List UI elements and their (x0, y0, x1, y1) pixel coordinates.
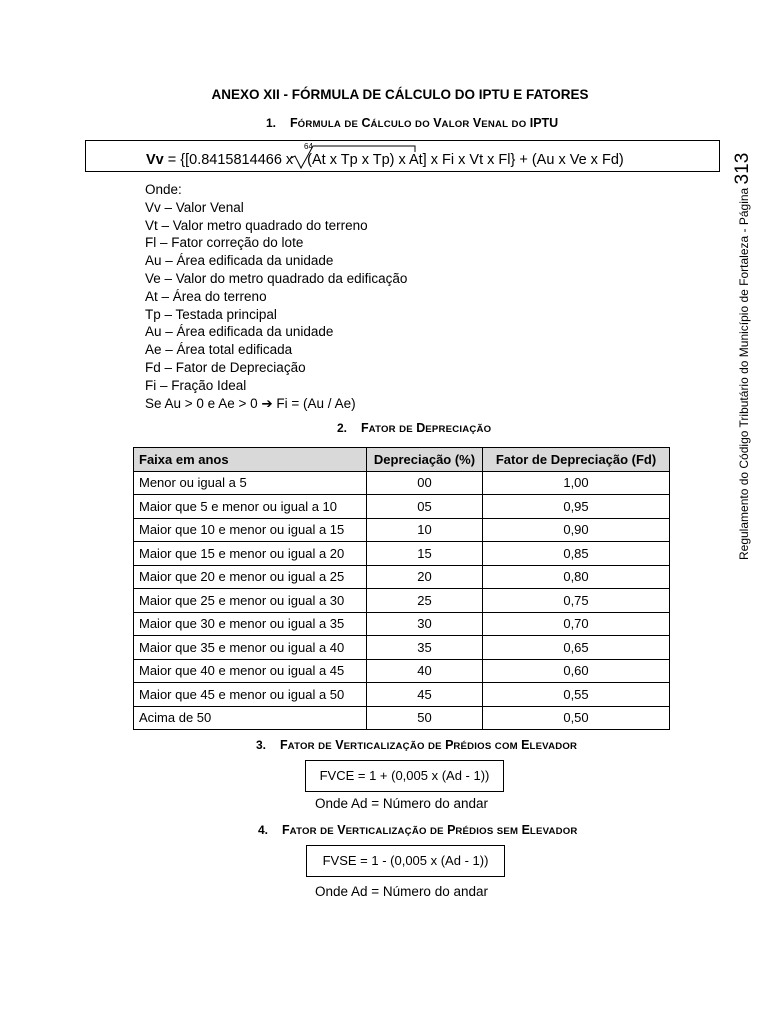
root-index: 64 (304, 142, 313, 151)
arrow-right-icon: ➔ (261, 395, 273, 411)
section-3-title: FATOR DE VERTICALIZAÇÃO DE PRÉDIOS COM ELEVADOR (280, 738, 578, 752)
fvce-note: Onde Ad = Número do andar (315, 796, 488, 811)
section-4-title: FATOR DE VERTICALIZAÇÃO DE PRÉDIOS SEM ELEVADOR (282, 823, 578, 837)
cell-fator: 0,95 (483, 495, 670, 519)
side-footer-text: Regulamento do Código Tributário do Município de Fortaleza - Página (737, 184, 751, 560)
definition-item: Fi – Fração Ideal (145, 377, 247, 393)
definitions-onde: Onde: (145, 182, 182, 197)
section-2-number: 2. (337, 421, 348, 435)
table-row (134, 495, 670, 519)
section-1-heading (266, 116, 558, 130)
table-row (134, 706, 670, 730)
formula-radicand: (At x Tp x Tp) (307, 152, 395, 168)
definition-item: Ve – Valor do metro quadrado da edificação (145, 270, 408, 286)
cell-depreciacao: 35 (367, 636, 483, 660)
side-footer (732, 153, 754, 560)
definition-item: At – Área do terreno (145, 288, 267, 304)
header-fator: Fator de Depreciação (Fd) (483, 448, 670, 472)
definition-condition (145, 395, 407, 413)
fvse-formula: FVSE = 1 - (0,005 x (Ad - 1)) (306, 845, 505, 877)
definition-item: Vt – Valor metro quadrado do terreno (145, 217, 368, 233)
cell-fator: 0,80 (483, 565, 670, 589)
cell-faixa: Maior que 25 e menor ou igual a 30 (134, 589, 367, 613)
cell-fator: 0,65 (483, 636, 670, 660)
cell-fator: 0,50 (483, 706, 670, 730)
definition-item: Fl – Fator correção do lote (145, 235, 304, 251)
section-4-number: 4. (258, 823, 269, 837)
cell-depreciacao: 00 (367, 471, 483, 495)
table-body (134, 471, 670, 730)
cell-faixa: Maior que 15 e menor ou igual a 20 (134, 542, 367, 566)
cell-depreciacao: 45 (367, 683, 483, 707)
section-1-title: FÓRMULA DE CÁLCULO DO VALOR VENAL DO IPTU (290, 116, 559, 130)
section-2-heading (337, 421, 491, 435)
table-row (134, 542, 670, 566)
cell-faixa: Menor ou igual a 5 (134, 471, 367, 495)
table-row (134, 471, 670, 495)
definition-item: Ae – Área total edificada (145, 342, 293, 358)
cell-fator: 0,90 (483, 518, 670, 542)
definition-item: Au – Área edificada da unidade (145, 253, 334, 269)
definition-item: Fd – Fator de Depreciação (145, 359, 306, 375)
cell-depreciacao: 05 (367, 495, 483, 519)
section-1-number: 1. (266, 116, 277, 130)
section-2-title: FATOR DE DEPRECIAÇÃO (361, 421, 492, 435)
cell-faixa: Acima de 50 (134, 706, 367, 730)
fvse-note: Onde Ad = Número do andar (315, 884, 488, 899)
cell-depreciacao: 20 (367, 565, 483, 589)
cell-faixa: Maior que 35 e menor ou igual a 40 (134, 636, 367, 660)
cell-faixa: Maior que 30 e menor ou igual a 35 (134, 612, 367, 636)
cell-depreciacao: 25 (367, 589, 483, 613)
cell-fator: 0,70 (483, 612, 670, 636)
cell-fator: 0,55 (483, 683, 670, 707)
cell-depreciacao: 40 (367, 659, 483, 683)
cell-fator: 0,60 (483, 659, 670, 683)
cell-fator: 0,85 (483, 542, 670, 566)
cell-depreciacao: 10 (367, 518, 483, 542)
cell-depreciacao: 30 (367, 612, 483, 636)
table-row (134, 589, 670, 613)
fvce-formula: FVCE = 1 + (0,005 x (Ad - 1)) (305, 760, 504, 792)
table-row (134, 518, 670, 542)
definitions-list (145, 181, 407, 412)
section-3-heading (256, 738, 577, 752)
definition-item: Au – Área edificada da unidade (145, 324, 334, 340)
table-row (134, 565, 670, 589)
cell-fator: 0,75 (483, 589, 670, 613)
page-number: 313 (732, 152, 753, 185)
definition-item: Vv – Valor Venal (145, 199, 244, 215)
formula-after-root: x At] x Fi x Vt x Fl} + (Au x Ve x Fd) (394, 152, 624, 168)
table-row (134, 659, 670, 683)
section-3-number: 3. (256, 738, 267, 752)
table-row (134, 636, 670, 660)
table-header-row (134, 448, 670, 472)
page-title: ANEXO XII - FÓRMULA DE CÁLCULO DO IPTU E FATORES (211, 87, 589, 102)
cell-faixa: Maior que 20 e menor ou igual a 25 (134, 565, 367, 589)
depreciation-table (133, 447, 670, 730)
section-4-heading (258, 823, 578, 837)
formula-before-root: = {[0.8415814466 x (163, 152, 294, 168)
definition-item: Tp – Testada principal (145, 306, 277, 322)
cell-depreciacao: 50 (367, 706, 483, 730)
header-depreciacao: Depreciação (%) (367, 448, 483, 472)
cell-fator: 1,00 (483, 471, 670, 495)
cell-faixa: Maior que 10 e menor ou igual a 15 (134, 518, 367, 542)
cell-faixa: Maior que 45 e menor ou igual a 50 (134, 683, 367, 707)
table-row (134, 683, 670, 707)
table-row (134, 612, 670, 636)
cell-faixa: Maior que 40 e menor ou igual a 45 (134, 659, 367, 683)
condition-left: Se Au > 0 e Ae > 0 (145, 395, 262, 411)
formula-vv: Vv (146, 152, 164, 168)
header-faixa: Faixa em anos (134, 448, 367, 472)
cell-faixa: Maior que 5 e menor ou igual a 10 (134, 495, 367, 519)
condition-right: Fi = (Au / Ae) (272, 395, 356, 411)
cell-depreciacao: 15 (367, 542, 483, 566)
radical-sign-icon (291, 144, 421, 174)
